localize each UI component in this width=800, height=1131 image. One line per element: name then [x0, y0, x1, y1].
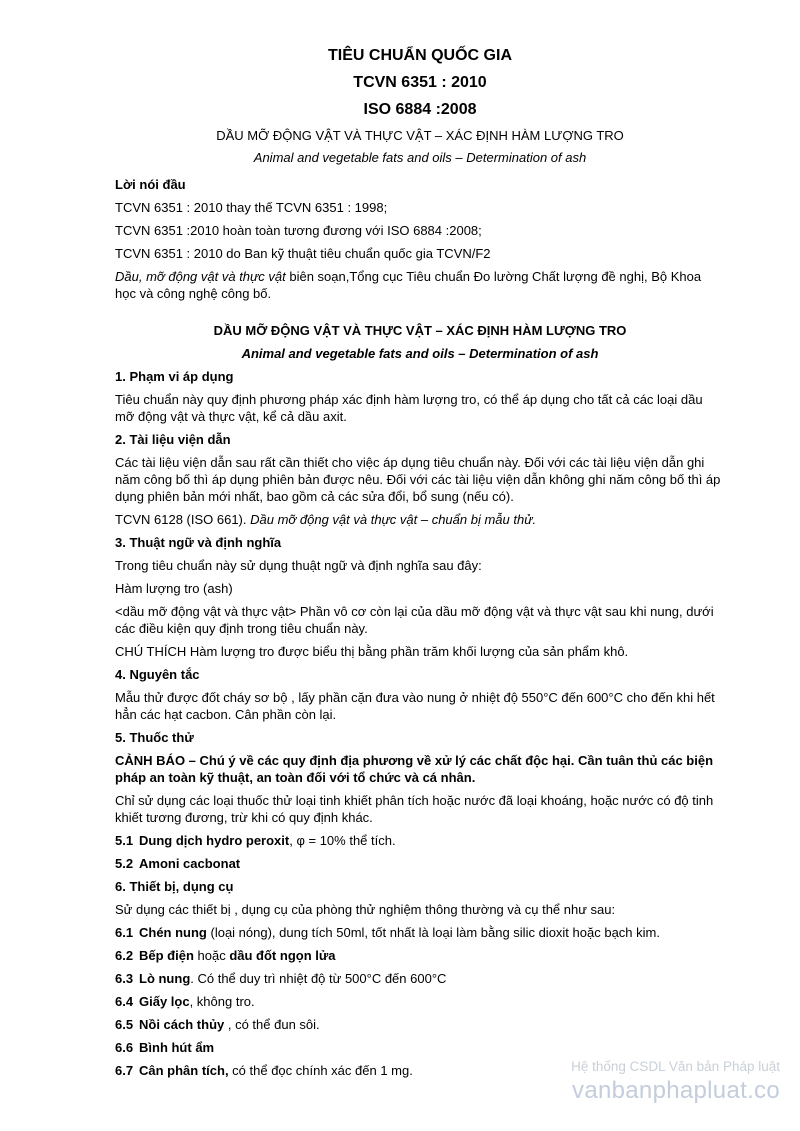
equipment-6-4-number: 6.4 — [115, 994, 134, 1009]
section-1-heading: 1. Phạm vi áp dụng — [115, 369, 234, 384]
equipment-6-7-name: Cân phân tích, — [139, 1063, 229, 1078]
equipment-6-6 — [115, 1039, 725, 1056]
reagent-5-1-name: Dung dịch hydro peroxit — [139, 833, 290, 848]
foreword-heading: Lời nói đầu — [115, 177, 186, 192]
reference-code: TCVN 6128 (ISO 661). — [115, 512, 251, 527]
section-5-warning: CẢNH BÁO – Chú ý về các quy định địa phương về xử lý các chất độc hại. Cần tuân thủ các biện pháp an toàn kỹ thuật, an toàn đối với tổ chức và cá nhân. — [115, 753, 714, 785]
reagent-5-2-number: 5.2 — [115, 856, 134, 871]
body-title-vn: DẦU MỠ ĐỘNG VẬT VÀ THỰC VẬT – XÁC ĐỊNH HÀM LƯỢNG TRO — [213, 323, 627, 338]
section-5-text: Chỉ sử dụng các loại thuốc thử loại tinh khiết phân tích hoặc nước đã loại khoáng, hoặc nước có độ tinh khiết tương đương, trừ khi có quy định khác. — [115, 793, 714, 825]
doc-title: TIÊU CHUẨN QUỐC GIA — [328, 47, 512, 64]
equipment-6-3-rest: . Có thể duy trì nhiệt độ từ 500°C đến 600°C — [190, 971, 447, 986]
equipment-6-5-name: Nồi cách thủy — [139, 1017, 225, 1032]
equipment-6-1 — [115, 924, 725, 941]
equipment-6-2-number: 6.2 — [115, 948, 134, 963]
section-1-text: Tiêu chuẩn này quy định phương pháp xác định hàm lượng tro, có thể áp dụng cho tất cả các loại dầu mỡ động vật và thực vật, kể cả dầu axit. — [115, 392, 703, 424]
section-3-intro: Trong tiêu chuẩn này sử dụng thuật ngữ và định nghĩa sau đây: — [115, 558, 482, 573]
equipment-6-1-rest: (loại nóng), dung tích 50ml, tốt nhất là loại làm bằng silic dioxit hoặc bạch kim. — [206, 925, 660, 940]
document-page — [115, 46, 725, 1085]
section-2-heading: 2. Tài liệu viện dẫn — [115, 432, 231, 447]
equipment-6-6-name: Bình hút ẩm — [139, 1040, 215, 1055]
equipment-6-3-number: 6.3 — [115, 971, 134, 986]
reference-title: Dầu mỡ động vật và thực vật – chuẩn bị mẫu thử. — [250, 512, 537, 527]
equipment-6-3 — [115, 970, 725, 987]
foreword-p4 — [115, 268, 725, 302]
section-2-text: Các tài liệu viện dẫn sau rất cần thiết cho việc áp dụng tiêu chuẩn này. Đối với các tài liệu viện dẫn ghi năm công bố thì áp dụng phiên bản được nêu. Đối với các tài liệu viện dẫn không ghi năm công bố thì áp dụng phiên bản mới nhất, bao gồm cả các sửa đổi, bổ sung (nếu có). — [115, 455, 721, 504]
watermark-line-1: Hệ thống CSDL Văn bản Pháp luật — [571, 1059, 780, 1074]
equipment-6-1-name: Chén nung — [139, 925, 207, 940]
equipment-6-5-rest: , có thể đun sôi. — [224, 1017, 320, 1032]
equipment-6-2-mid: hoặc — [193, 948, 230, 963]
doc-title-en: Animal and vegetable fats and oils – Determination of ash — [253, 150, 587, 165]
foreword-p2: TCVN 6351 :2010 hoàn toàn tương đương với ISO 6884 :2008; — [115, 223, 482, 238]
equipment-6-2-name2: dầu đốt ngọn lửa — [229, 948, 336, 963]
section-3-definition: <dầu mỡ động vật và thực vật> Phần vô cơ còn lại của dầu mỡ động vật và thực vật sau khi nung, dưới các điều kiện quy định trong tiêu chuẩn này. — [115, 604, 714, 636]
foreword-p3: TCVN 6351 : 2010 do Ban kỹ thuật tiêu chuẩn quốc gia TCVN/F2 — [115, 246, 491, 261]
equipment-6-7-number: 6.7 — [115, 1063, 134, 1078]
section-3-heading: 3. Thuật ngữ và định nghĩa — [115, 535, 282, 550]
section-3-note: CHÚ THÍCH Hàm lượng tro được biểu thị bằng phần trăm khối lượng của sản phẩm khô. — [115, 644, 629, 659]
reagent-5-2 — [115, 855, 725, 872]
equipment-6-4-name: Giấy lọc — [139, 994, 190, 1009]
equipment-6-5-number: 6.5 — [115, 1017, 134, 1032]
section-3-term: Hàm lượng tro (ash) — [115, 581, 233, 596]
equipment-6-4 — [115, 993, 725, 1010]
equipment-6-4-rest: , không tro. — [189, 994, 255, 1009]
foreword-p4-italic: Dầu, mỡ động vật và thực vật — [115, 269, 286, 284]
equipment-6-3-name: Lò nung — [139, 971, 191, 986]
equipment-6-7-rest: có thể đọc chính xác đến 1 mg. — [228, 1063, 413, 1078]
equipment-6-6-number: 6.6 — [115, 1040, 134, 1055]
section-6-intro: Sử dụng các thiết bị , dụng cụ của phòng thử nghiệm thông thường và cụ thể như sau: — [115, 902, 616, 917]
section-4-heading: 4. Nguyên tắc — [115, 667, 200, 682]
body-title-en: Animal and vegetable fats and oils – Determination of ash — [241, 346, 599, 361]
foreword-p1: TCVN 6351 : 2010 thay thế TCVN 6351 : 1998; — [115, 200, 388, 215]
section-5-heading: 5. Thuốc thử — [115, 730, 194, 745]
foreword-p4-rest: biên soạn,Tổng cục Tiêu chuẩn Đo lường Chất lượng đề nghị, Bộ Khoa học và công nghệ công bố. — [115, 269, 702, 301]
equipment-6-2-name: Bếp điện — [139, 948, 194, 963]
equipment-6-1-number: 6.1 — [115, 925, 134, 940]
equipment-6-2 — [115, 947, 725, 964]
section-4-text: Mẫu thử được đốt cháy sơ bộ , lấy phần cặn đưa vào nung ở nhiệt độ 550°C đến 600°C cho đến khi hết hẳn các hạt cacbon. Cân phần còn lại. — [115, 690, 715, 722]
watermark-line-2: vanbanphapluat.co — [572, 1077, 780, 1104]
reagent-5-2-name: Amoni cacbonat — [139, 856, 241, 871]
section-2-reference — [115, 511, 725, 528]
section-6-heading: 6. Thiết bị, dụng cụ — [115, 879, 234, 894]
reagent-5-1-rest: , φ = 10% thể tích. — [289, 833, 396, 848]
equipment-6-5 — [115, 1016, 725, 1033]
doc-title-vn: DẦU MỠ ĐỘNG VẬT VÀ THỰC VẬT – XÁC ĐỊNH HÀM LƯỢNG TRO — [216, 128, 624, 143]
reagent-5-1-number: 5.1 — [115, 833, 134, 848]
reagent-5-1 — [115, 832, 725, 849]
doc-code-iso: ISO 6884 :2008 — [363, 101, 477, 118]
doc-code-tcvn: TCVN 6351 : 2010 — [353, 74, 487, 91]
